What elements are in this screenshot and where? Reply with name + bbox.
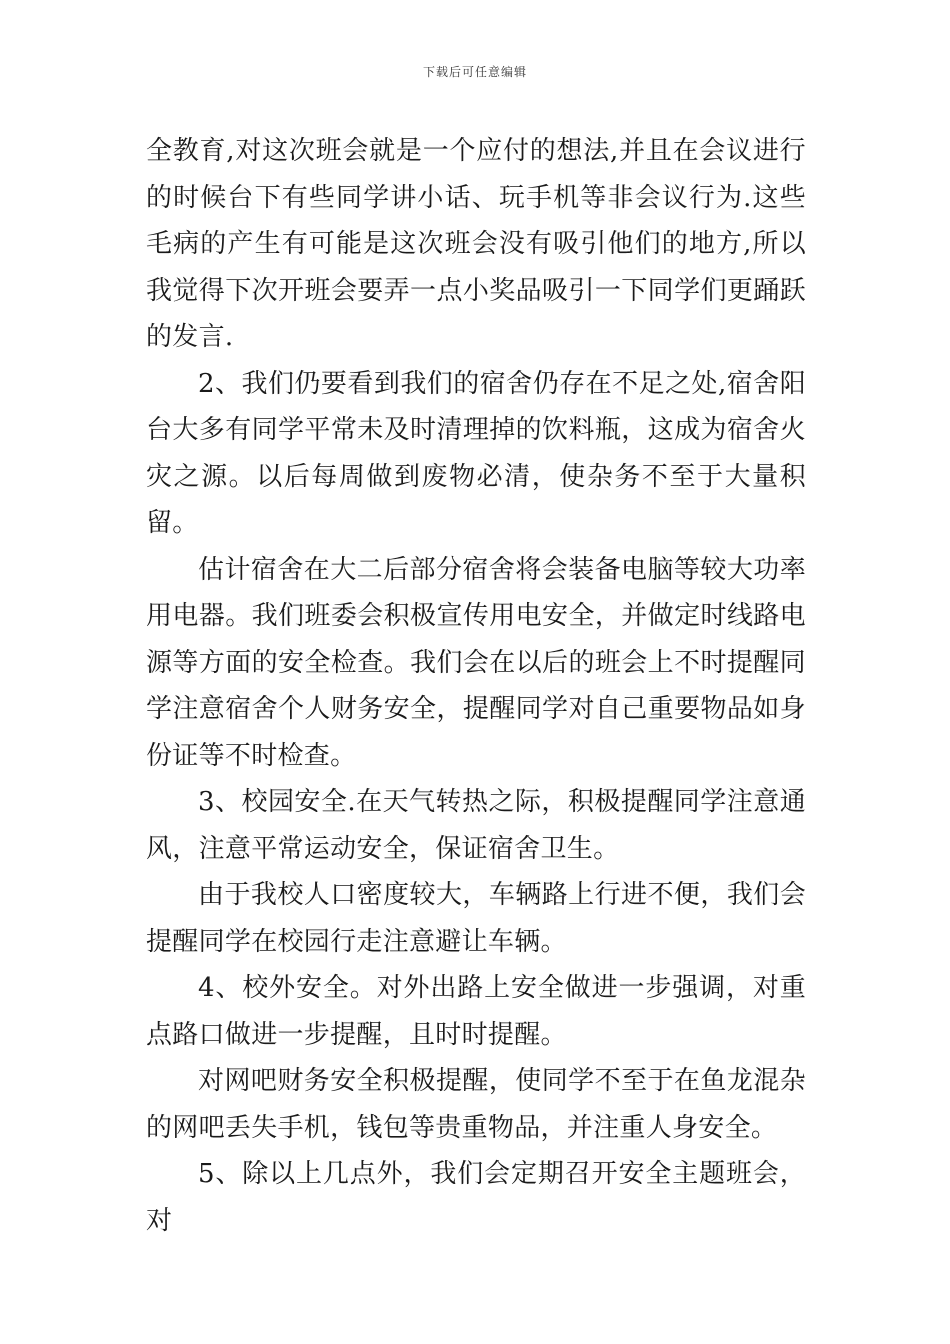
paragraph-dorm-safety: 2、我们仍要看到我们的宿舍仍存在不足之处,宿舍阳台大多有同学平常未及时清理掉的饮料瓶，这成为宿舍火灾之源。以后每周做到废物必清，使杂务不至于大量积留。 [146, 368, 806, 538]
paragraph-off-campus-safety: 4、校外安全。对外出路上安全做进一步强调，对重点路口做进一步提醒，且时时提醒。 [146, 973, 806, 1050]
paragraph-campus-safety: 3、校园安全.在天气转热之际，积极提醒同学注意通风，注意平常运动安全，保证宿舍卫生。 [146, 787, 806, 864]
paragraph-safety-meetings: 5、除以上几点外，我们会定期召开安全主题班会，对 [146, 1159, 806, 1236]
page-header-note: 下载后可任意编辑 [422, 65, 527, 79]
paragraph-electrical-safety: 估计宿舍在大二后部分宿舍将会装备电脑等较大功率用电器。我们班委会积极宣传用电安全，并做定时线路电源等方面的安全检查。我们会在以后的班会上不时提醒同学注意宿舍个人财务安全，提醒同学对自己重要物品如身份证等不时检查。 [146, 554, 806, 771]
document-body [146, 128, 806, 1244]
paragraph-traffic: 由于我校人口密度较大，车辆路上行进不便，我们会提醒同学在校园行走注意避让车辆。 [146, 880, 806, 957]
paragraph-continuation: 全教育,对这次班会就是一个应付的想法,并且在会议进行的时候台下有些同学讲小话、玩手机等非会议行为.这些毛病的产生有可能是这次班会没有吸引他们的地方,所以我觉得下次开班会要弄一点小奖品吸引一下同学们更踊跃的发言. [146, 136, 806, 352]
paragraph-internet-cafe: 对网吧财务安全积极提醒，使同学不至于在鱼龙混杂的网吧丢失手机，钱包等贵重物品，并注重人身安全。 [146, 1066, 806, 1143]
